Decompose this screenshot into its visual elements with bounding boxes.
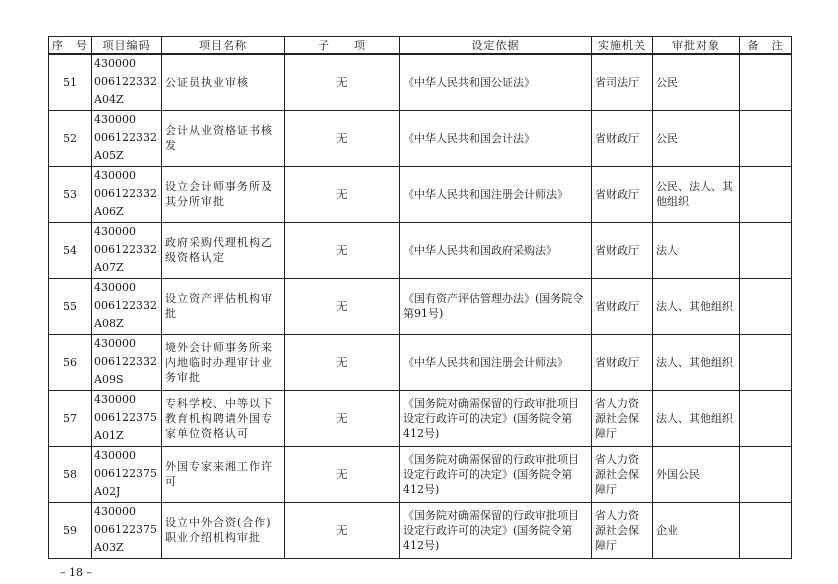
- row-object: 法人、其他组织: [653, 278, 740, 334]
- table-header-row: [49, 37, 792, 55]
- row-sub: 无: [285, 446, 400, 502]
- row-basis: 《中华人民共和国注册会计师法》: [400, 166, 592, 222]
- code-line: 006122332: [94, 299, 157, 312]
- row-name: 公证员执业审核: [162, 54, 285, 110]
- row-seq: 58: [49, 446, 92, 502]
- row-agency: 省司法厅: [592, 54, 653, 110]
- row-sub: 无: [285, 278, 400, 334]
- row-seq: 52: [49, 110, 92, 166]
- header-remark: 备 注: [740, 37, 792, 55]
- row-name: 会计从业资格证书核发: [162, 110, 285, 166]
- code-line: A02J: [94, 485, 121, 498]
- row-agency: 省财政厅: [592, 110, 653, 166]
- row-object: 企业: [653, 502, 740, 558]
- row-agency: 省人力资源社会保障厅: [592, 446, 653, 502]
- row-remark: [740, 166, 792, 222]
- row-remark: [740, 502, 792, 558]
- table-row: [49, 278, 792, 334]
- row-sub: 无: [285, 502, 400, 558]
- row-seq: 55: [49, 278, 92, 334]
- row-sub: 无: [285, 54, 400, 110]
- row-code: [92, 110, 162, 166]
- code-line: 006122332: [94, 75, 157, 89]
- row-object: 外国公民: [653, 446, 740, 502]
- row-name: 政府采购代理机构乙级资格认定: [162, 222, 285, 278]
- row-seq: 54: [49, 222, 92, 278]
- row-code: [92, 446, 162, 502]
- row-basis: 《中华人民共和国注册会计师法》: [400, 334, 592, 390]
- code-line: 006122375: [94, 467, 157, 480]
- row-seq: 57: [49, 390, 92, 446]
- code-line: A05Z: [94, 149, 124, 162]
- row-seq: 51: [49, 54, 92, 110]
- row-sub: 无: [285, 222, 400, 278]
- code-line: A04Z: [94, 93, 124, 107]
- code-line: 006122332: [94, 187, 157, 200]
- row-basis: 《国务院对确需保留的行政审批项目设定行政许可的决定》(国务院令第412号): [400, 390, 592, 446]
- table-row: [49, 502, 792, 558]
- row-basis: 《国务院对确需保留的行政审批项目设定行政许可的决定》(国务院令第412号): [400, 446, 592, 502]
- code-line: 430000: [94, 505, 136, 518]
- code-line: 430000: [94, 281, 136, 294]
- row-agency: 省财政厅: [592, 334, 653, 390]
- header-object: 审批对象: [653, 37, 740, 55]
- row-object: 公民: [653, 110, 740, 166]
- row-code: [92, 334, 162, 390]
- code-line: 430000: [94, 393, 136, 406]
- row-remark: [740, 222, 792, 278]
- row-sub: 无: [285, 166, 400, 222]
- row-object: 公民、法人、其他组织: [653, 166, 740, 222]
- code-line: 430000: [94, 169, 136, 182]
- header-code: 项目编码: [92, 37, 162, 55]
- row-sub: 无: [285, 334, 400, 390]
- code-line: 430000: [94, 57, 136, 71]
- row-remark: [740, 446, 792, 502]
- table-row: [49, 446, 792, 502]
- code-line: 430000: [94, 337, 136, 350]
- row-remark: [740, 110, 792, 166]
- row-basis: 《中华人民共和国会计法》: [400, 110, 592, 166]
- row-name: 专科学校、中等以下教育机构聘请外国专家单位资格认可: [162, 390, 285, 446]
- code-line: 006122332: [94, 131, 157, 144]
- row-seq: 53: [49, 166, 92, 222]
- row-code: [92, 278, 162, 334]
- row-sub: 无: [285, 110, 400, 166]
- row-object: 公民: [653, 54, 740, 110]
- row-code: [92, 390, 162, 446]
- row-remark: [740, 390, 792, 446]
- header-agency: 实施机关: [592, 37, 653, 55]
- table-row: [49, 54, 792, 110]
- code-line: 006122375: [94, 411, 157, 424]
- row-agency: 省人力资源社会保障厅: [592, 502, 653, 558]
- row-agency: 省财政厅: [592, 278, 653, 334]
- row-basis: 《国有资产评估管理办法》(国务院令第91号): [400, 278, 592, 334]
- row-object: 法人: [653, 222, 740, 278]
- table-row: [49, 334, 792, 390]
- code-line: 430000: [94, 225, 136, 238]
- row-seq: 56: [49, 334, 92, 390]
- row-code: [92, 222, 162, 278]
- header-basis: 设定依据: [400, 37, 592, 55]
- row-agency: 省财政厅: [592, 166, 653, 222]
- row-remark: [740, 334, 792, 390]
- code-line: A03Z: [94, 541, 124, 554]
- code-line: A09S: [94, 373, 124, 386]
- row-name: 设立中外合资(合作)职业介绍机构审批: [162, 502, 285, 558]
- row-name: 境外会计师事务所来内地临时办理审计业务审批: [162, 334, 285, 390]
- table-row: [49, 390, 792, 446]
- row-name: 设立会计师事务所及其分所审批: [162, 166, 285, 222]
- row-name: 设立资产评估机构审批: [162, 278, 285, 334]
- row-agency: 省人力资源社会保障厅: [592, 390, 653, 446]
- header-sub: 子 项: [285, 37, 400, 55]
- table-row: [49, 166, 792, 222]
- approval-items-table: [48, 36, 792, 559]
- code-line: 430000: [94, 113, 136, 126]
- code-line: A07Z: [94, 261, 124, 274]
- row-remark: [740, 278, 792, 334]
- row-object: 法人、其他组织: [653, 390, 740, 446]
- row-code: [92, 54, 162, 110]
- row-seq: 59: [49, 502, 92, 558]
- table-row: [49, 222, 792, 278]
- code-line: A06Z: [94, 205, 124, 218]
- page-number: – 18 –: [60, 566, 92, 579]
- code-line: A01Z: [94, 429, 124, 442]
- header-seq: 序 号: [49, 37, 92, 55]
- row-sub: 无: [285, 390, 400, 446]
- row-remark: [740, 54, 792, 110]
- code-line: 006122332: [94, 243, 157, 256]
- row-object: 法人、其他组织: [653, 334, 740, 390]
- row-basis: 《国务院对确需保留的行政审批项目设定行政许可的决定》(国务院令第412号): [400, 502, 592, 558]
- code-line: 006122332: [94, 355, 157, 368]
- row-code: [92, 166, 162, 222]
- row-name: 外国专家来湘工作许可: [162, 446, 285, 502]
- code-line: 006122375: [94, 523, 157, 536]
- code-line: 430000: [94, 449, 136, 462]
- code-line: A08Z: [94, 317, 124, 330]
- table-row: [49, 110, 792, 166]
- row-basis: 《中华人民共和国公证法》: [400, 54, 592, 110]
- row-basis: 《中华人民共和国政府采购法》: [400, 222, 592, 278]
- row-agency: 省财政厅: [592, 222, 653, 278]
- row-code: [92, 502, 162, 558]
- header-name: 项目名称: [162, 37, 285, 55]
